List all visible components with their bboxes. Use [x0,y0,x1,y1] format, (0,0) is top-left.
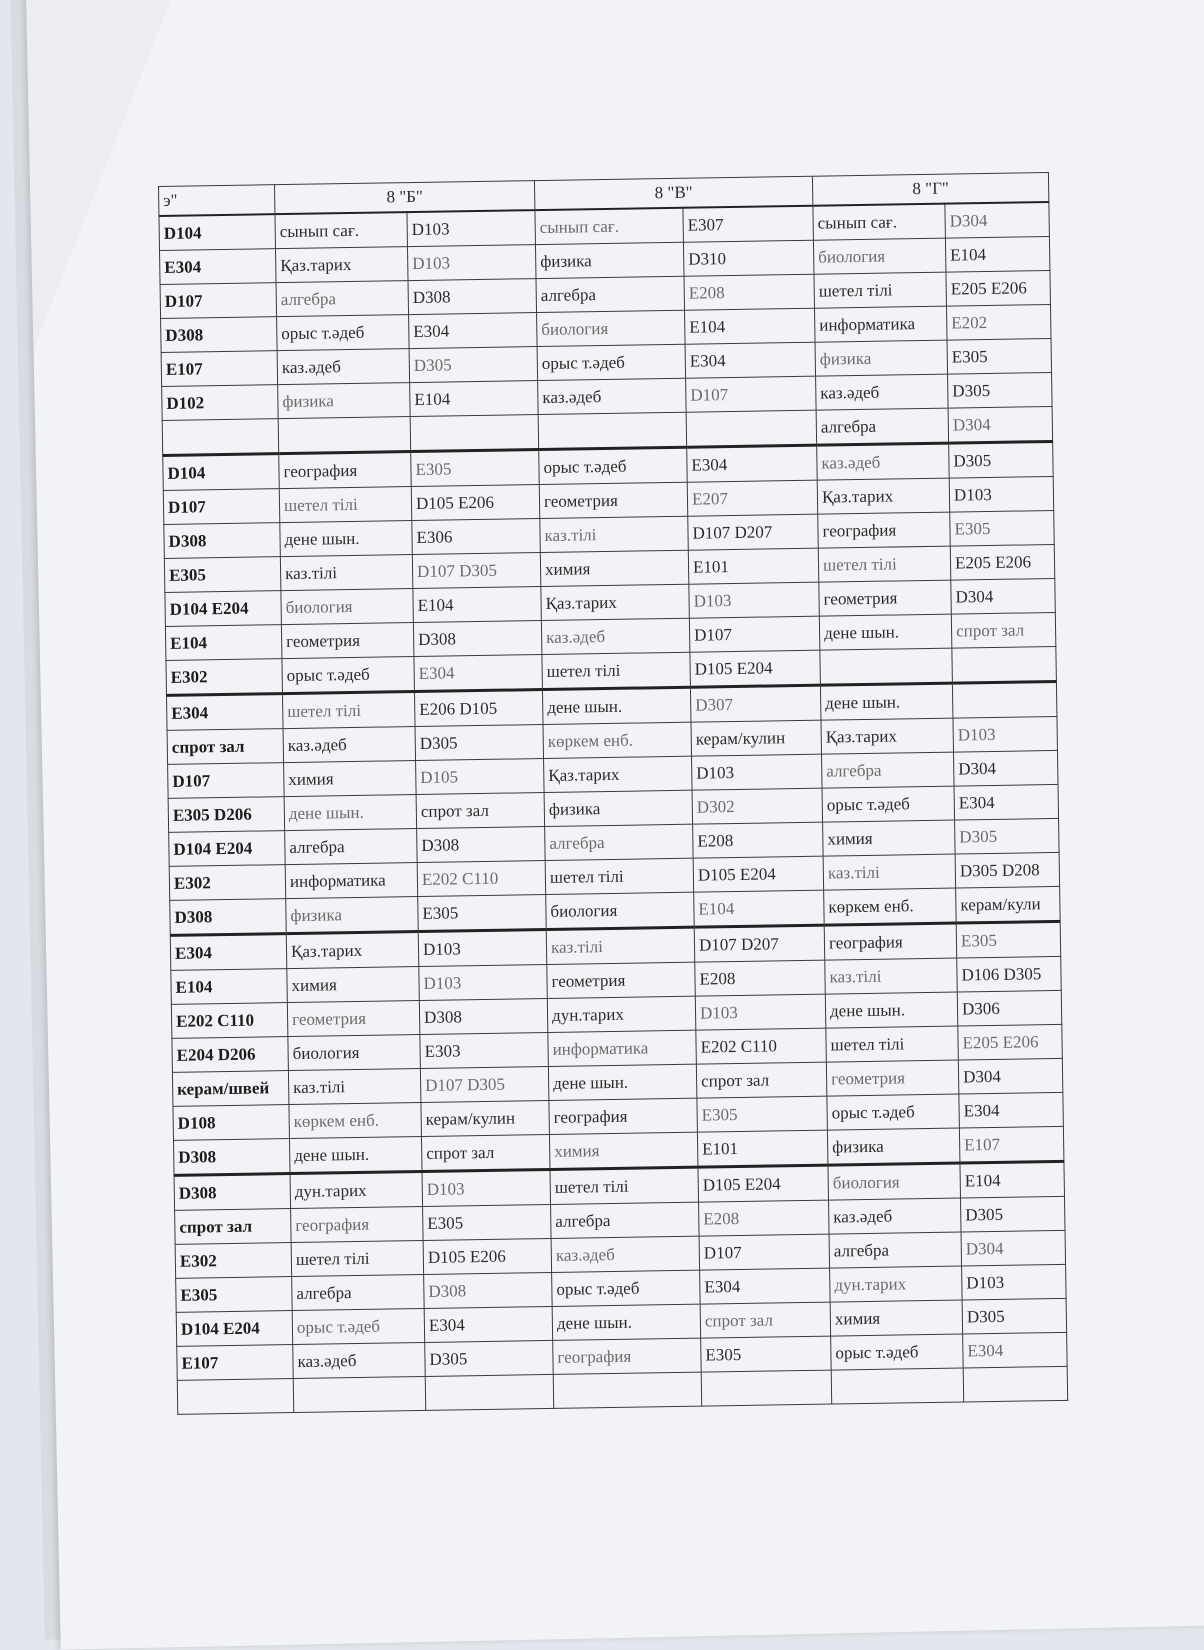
room-cell [686,410,817,447]
room-cell: E307 [683,206,814,243]
room-cell: E207 [687,480,818,516]
subject-cell: каз.тілі [280,555,413,591]
room-cell: D107 D207 [694,925,825,962]
room-cell: E305 [176,1277,293,1313]
subject-cell: көркем енб. [543,722,692,758]
subject-cell: көркем енб. [824,888,957,925]
room-cell: D308 [417,827,546,863]
room-cell: D102 [162,385,279,421]
subject-cell: каз.әдеб [293,1342,426,1378]
room-cell: E304 [409,313,538,349]
room-cell [952,646,1057,683]
room-cell: D104 E204 [165,591,282,627]
subject-cell [538,412,687,449]
subject-cell: шетел тілі [542,652,691,689]
room-cell: E204 D206 [172,1037,289,1073]
schedule-table [158,172,1068,1415]
subject-cell: орыс т.әдеб [822,786,955,822]
room-cell: E305 [164,557,281,593]
subject-cell: Қаз.тарих [541,584,690,620]
room-cell: D305 [949,441,1054,478]
room-cell: E302 [169,865,286,901]
room-cell: E104 [945,237,1050,273]
room-cell: E104 [171,969,288,1005]
room-cell: E304 [167,694,284,731]
room-cell: спрот зал [421,1134,550,1171]
room-cell: E104 [413,587,542,623]
subject-cell: орыс т.әдеб [831,1334,964,1370]
subject-cell: химия [823,820,956,856]
subject-cell: география [824,923,957,960]
subject-cell: биология [281,589,414,625]
room-cell: D305 [962,1298,1067,1334]
subject-cell: физика [278,383,411,419]
room-cell: спрот зал [167,729,284,765]
subject-cell: каз.тілі [825,958,958,994]
subject-cell: алгебра [551,1202,700,1238]
subject-cell: дене шын. [542,687,691,724]
subject-cell: орыс т.әдеб [277,315,410,351]
room-cell: D304 [951,578,1056,614]
room-cell: E107 [959,1126,1064,1163]
room-cell: D105 E206 [411,485,540,521]
subject-cell: каз.тілі [288,1068,421,1104]
room-cell: D105 E204 [693,856,824,892]
subject-cell [820,648,953,685]
room-cell: E305 [411,450,540,487]
room-cell: D304 [961,1230,1066,1266]
room-cell: E304 [959,1092,1064,1128]
room-cell [963,1366,1068,1402]
subject-cell: физика [827,1128,960,1165]
subject-cell: каз.әдеб [538,378,687,414]
room-cell [952,681,1057,718]
room-cell: керам/кулин [421,1100,550,1136]
subject-cell: география [291,1206,424,1242]
subject-cell: дене шын. [548,1064,697,1100]
timetable [158,172,1068,1415]
subject-cell: геометрия [819,580,952,616]
room-cell: D308 [170,899,287,936]
room-cell: D302 [692,788,823,824]
room-cell: E304 [963,1332,1068,1368]
room-cell: E305 [697,1096,828,1132]
room-cell: E104 [685,308,816,344]
subject-cell: химия [540,550,689,586]
room-cell: E107 [161,351,278,387]
subject-cell: Қаз.тарих [817,478,950,514]
subject-cell: каз.әдеб [817,443,950,480]
room-cell: E304 [687,445,818,482]
room-cell: D107 [689,616,820,652]
subject-cell: алгебра [536,276,685,312]
room-cell: D103 [953,716,1058,752]
room-cell: спрот зал [696,1062,827,1098]
room-cell: D308 [424,1272,553,1308]
room-cell: D107 [168,763,285,799]
subject-cell: алгебра [816,408,949,445]
subject-cell: сынып сағ. [275,212,408,249]
room-cell: D305 D208 [955,852,1060,888]
room-cell: D108 [173,1105,290,1141]
room-cell: D304 [958,1058,1063,1094]
room-cell: D308 [164,523,281,559]
subject-cell: химия [284,761,417,797]
room-cell: E208 [695,960,826,996]
subject-cell: Қаз.тарих [275,247,408,283]
subject-cell: химия [830,1300,963,1336]
room-cell: E302 [166,659,283,696]
room-cell: D103 [949,476,1054,512]
room-cell: E302 [175,1243,292,1279]
room-cell: D103 [692,754,823,790]
header-class-8g: 8 "Г" [812,173,1048,206]
subject-cell: биология [288,1034,421,1070]
subject-cell: дене шын. [552,1304,701,1340]
subject-cell: алгебра [276,281,409,317]
room-cell: D107 D207 [688,514,819,550]
subject-cell: шетел тілі [826,1026,959,1062]
room-cell: D105 E204 [698,1165,829,1202]
room-cell: E305 [947,338,1052,374]
subject-cell: орыс т.әдеб [537,344,686,380]
room-cell: керам/кули [956,886,1061,923]
room-cell: D304 [954,750,1059,786]
subject-cell: каз.әдеб [277,349,410,385]
room-cell: D103 [689,582,820,618]
subject-cell: каз.әдеб [829,1198,962,1234]
room-cell: D103 [407,245,536,281]
subject-cell: шетел тілі [282,692,415,729]
room-cell: D103 [407,210,536,247]
subject-cell: орыс т.әдеб [827,1094,960,1130]
room-cell: D104 [159,214,276,250]
subject-cell: алгебра [545,824,694,860]
subject-cell: Қаз.тарих [544,756,693,792]
subject-cell: шетел тілі [279,487,412,523]
room-cell: E304 [160,249,277,285]
subject-cell: орыс т.әдеб [292,1308,425,1344]
room-cell: D105 [416,759,545,795]
subject-cell [553,1372,702,1408]
subject-cell: шетел тілі [818,546,951,582]
room-cell: E306 [412,519,541,555]
room-cell: спрот зал [700,1302,831,1338]
subject-cell: география [818,512,951,548]
subject-cell [293,1376,426,1412]
room-cell: D107 [163,489,280,525]
schedule-body [159,202,1068,1414]
subject-cell: дене шын. [825,992,958,1028]
room-cell: D104 E204 [169,831,286,867]
subject-cell: биология [828,1163,961,1200]
subject-cell: дене шын. [280,521,413,557]
subject-cell: дене шын. [819,614,952,650]
subject-cell: дене шын. [820,683,953,720]
room-cell: E304 [414,655,543,692]
subject-cell: алгебра [822,752,955,788]
room-cell: D107 D305 [420,1066,549,1102]
room-cell: E202 [946,304,1051,340]
room-cell [410,415,539,452]
room-cell: E202 C110 [696,1028,827,1064]
subject-cell: шетел тілі [545,858,694,894]
subject-cell: физика [286,897,419,934]
room-cell: спрот зал [175,1209,292,1245]
room-cell: E304 [424,1306,553,1342]
room-cell: D106 D305 [957,956,1062,992]
subject-cell: дун.тарих [830,1266,963,1302]
subject-cell: орыс т.әдеб [552,1270,701,1306]
room-cell: D308 [173,1139,290,1176]
room-cell: D104 [163,454,280,491]
subject-cell: информатика [548,1030,697,1066]
room-cell: E304 [170,934,287,971]
header-class-8v: 8 "В" [534,176,812,210]
room-cell: D308 [419,998,548,1034]
subject-cell: дун.тарих [547,996,696,1032]
header-prev-class: э" [159,185,275,216]
subject-cell: геометрия [547,962,696,998]
room-cell: D306 [957,990,1062,1026]
room-cell: D107 [160,283,277,319]
subject-cell: алгебра [285,829,418,865]
room-cell: E305 [956,921,1061,958]
room-cell [425,1374,554,1410]
room-cell: E304 [700,1268,831,1304]
room-cell: E304 [954,784,1059,820]
subject-cell: алгебра [292,1274,425,1310]
room-cell: E305 D206 [168,797,285,833]
subject-cell: шетел тілі [291,1240,424,1276]
subject-cell: геометрия [287,1000,420,1036]
subject-cell: көркем енб. [289,1102,422,1138]
room-cell: E104 [694,890,825,927]
room-cell: E206 D105 [414,690,543,727]
room-cell: D103 [962,1264,1067,1300]
room-cell: D107 [699,1234,830,1270]
subject-cell: биология [537,310,686,346]
room-cell: D305 [955,818,1060,854]
subject-cell: сынып сағ. [813,204,946,241]
room-cell: E205 E206 [946,271,1051,307]
subject-cell: дун.тарих [290,1171,423,1208]
room-cell: D308 [408,279,537,315]
subject-cell: геометрия [826,1060,959,1096]
room-cell: керам/кулин [691,720,822,756]
subject-cell: орыс т.әдеб [282,657,415,694]
subject-cell [831,1368,964,1404]
subject-cell: химия [287,966,420,1002]
room-cell: E305 [950,510,1055,546]
subject-cell: география [279,452,412,489]
subject-cell: Қаз.тарих [821,718,954,754]
room-cell: E305 [701,1336,832,1372]
room-cell: E305 [418,894,547,931]
room-cell: D107 [686,376,817,412]
room-cell: D308 [413,621,542,657]
subject-cell: биология [546,892,695,929]
room-cell: D305 [409,347,538,383]
room-cell: E101 [688,548,819,584]
header-class-8b: 8 "Б" [274,181,534,215]
subject-cell: информатика [285,863,418,899]
room-cell: E104 [165,625,282,661]
room-cell: E104 [960,1161,1065,1198]
room-cell: D103 [419,964,548,1000]
room-cell: E202 C110 [171,1003,288,1039]
room-cell: D305 [961,1196,1066,1232]
subject-cell: Қаз.тарих [286,932,419,969]
subject-cell: физика [535,242,684,278]
subject-cell: сынып сағ. [535,208,684,245]
subject-cell: химия [549,1132,698,1169]
room-cell: D308 [161,317,278,353]
subject-cell: геометрия [281,623,414,659]
room-cell: D308 [174,1174,291,1211]
room-cell: D305 [425,1340,554,1376]
room-cell: E208 [699,1200,830,1236]
subject-cell: алгебра [829,1232,962,1268]
room-cell: D105 E204 [690,650,821,687]
room-cell: E202 C110 [417,861,546,897]
room-cell: E208 [693,822,824,858]
subject-cell: информатика [815,306,948,342]
subject-cell: биология [813,238,946,274]
subject-cell: каз.тілі [540,516,689,552]
room-cell: D107 D305 [412,553,541,589]
subject-cell: дене шын. [284,795,417,831]
room-cell: D304 [948,406,1053,443]
subject-cell: каз.тілі [823,854,956,890]
subject-cell: каз.әдеб [551,1236,700,1272]
room-cell: D105 E206 [423,1238,552,1274]
subject-cell: орыс т.әдеб [539,447,688,484]
subject-cell: география [549,1098,698,1134]
subject-cell: дене шын. [289,1136,422,1173]
subject-cell: каз.әдеб [283,727,416,763]
subject-cell: физика [815,340,948,376]
room-cell [162,419,279,456]
room-cell: E305 [423,1204,552,1240]
room-cell: E205 E206 [958,1024,1063,1060]
subject-cell: география [553,1338,702,1374]
room-cell: E208 [684,274,815,310]
room-cell: D104 E204 [176,1311,293,1347]
room-cell: D310 [683,240,814,276]
room-cell: D103 [695,994,826,1030]
room-cell: спрот зал [951,612,1056,648]
room-cell: керам/швей [172,1071,289,1107]
room-cell: D307 [690,685,821,722]
subject-cell [278,417,411,454]
room-cell [701,1370,832,1406]
room-cell: E107 [177,1345,294,1381]
subject-cell: геометрия [539,482,688,518]
room-cell: D103 [422,1169,551,1206]
room-cell: спрот зал [416,793,545,829]
subject-cell: каз.әдеб [541,618,690,654]
room-cell: E101 [697,1130,828,1167]
room-cell: D305 [948,372,1053,408]
room-cell: E205 E206 [950,544,1055,580]
room-cell: E304 [685,342,816,378]
room-cell: E303 [420,1032,549,1068]
subject-cell: физика [544,790,693,826]
room-cell: E104 [410,381,539,417]
subject-cell: каз.тілі [546,927,695,964]
room-cell: D103 [418,929,547,966]
subject-cell: шетел тілі [550,1167,699,1204]
room-cell: D304 [945,202,1050,238]
subject-cell: шетел тілі [814,272,947,308]
subject-cell: каз.әдеб [816,374,949,410]
room-cell [177,1379,294,1415]
room-cell: D305 [415,725,544,761]
